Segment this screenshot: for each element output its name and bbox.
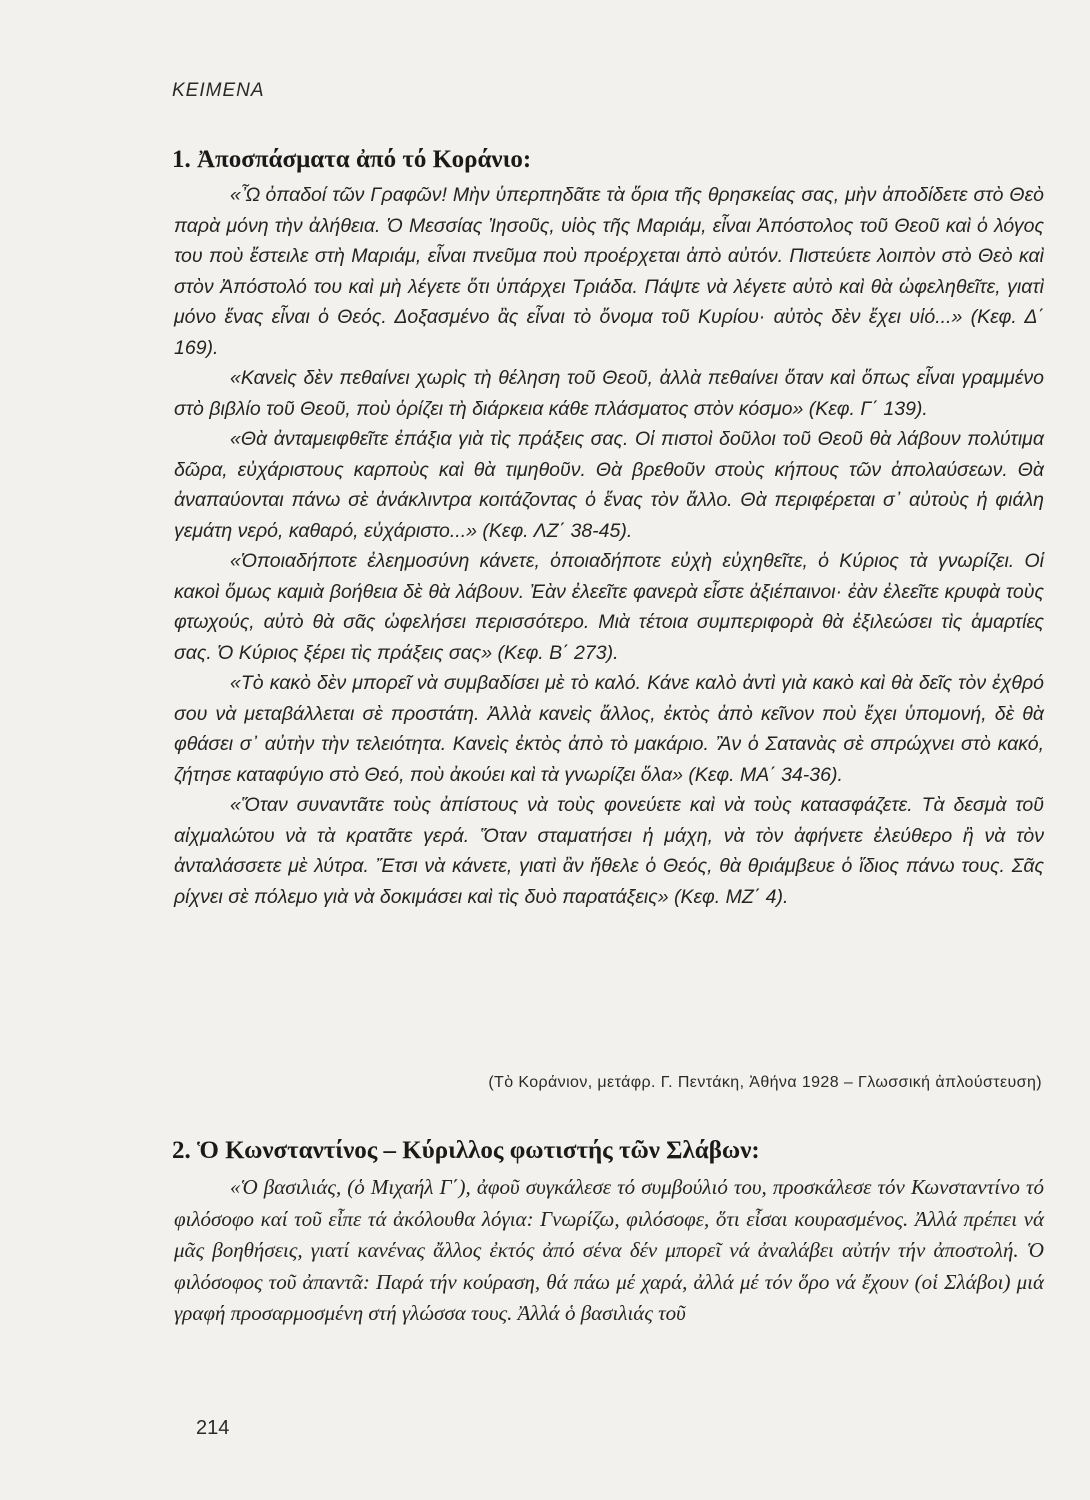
quran-excerpt-5: «Τὸ κακὸ δὲν μπορεῖ νὰ συμβαδίσει μὲ τὸ καλό. Κάνε καλὸ ἀντὶ γιὰ κακὸ καὶ θὰ δεῖς τὸν ἐχθρό σου νὰ μεταβάλλεται σὲ προστάτη. Ἀλλὰ κανεὶς ἄλλος, ἐκτὸς ἀπὸ κεῖνον ποὺ ἔχει ὑπομονή, δὲ θὰ φθάσει σ᾽ αὐτὴν τὴν τελειότητα. Κανεὶς ἐκτὸς ἀπὸ τὸ μακάριο. Ἂν ὁ Σατανὰς σὲ σπρώχνει στὸ κακό, ζήτησε καταφύγιο στὸ Θεό, ποὺ ἀκούει καὶ τὰ γνωρίζει ὅλα» (Κεφ. ΜΑ΄ 34-36). <box>174 672 1044 786</box>
quran-excerpt-4: «Ὁποιαδήποτε ἐλεημοσύνη κάνετε, ὁποιαδήποτε εὐχὴ εὐχηθεῖτε, ὁ Κύριος τὰ γνωρίζει. Οἱ κακοὶ ὅμως καμιὰ βοήθεια δὲ θὰ λάβουν. Ἐὰν ἐλεεῖτε φανερὰ εἶστε ἀξιέπαινοι· ἐὰν ἐλεεῖτε κρυφὰ τοὺς φτωχούς, αὐτὸ θὰ σᾶς ὠφελήσει περισσότερο. Μιὰ τέτοια συμπεριφορὰ θὰ ἐξιλεώσει τὶς ἁμαρτίες σας. Ὁ Κύριος ξέρει τὶς πράξεις σας» (Κεφ. Β΄ 273). <box>174 550 1044 664</box>
section-1-body <box>174 180 1044 912</box>
page-number: 214 <box>196 1417 230 1439</box>
running-header: ΚΕΙΜΕΝΑ <box>172 80 265 101</box>
section-1-heading: 1. Ἀποσπάσματα ἀπό τό Κοράνιο: <box>172 146 532 173</box>
quran-excerpt-6: «Ὅταν συναντᾶτε τοὺς ἀπίστους νὰ τοὺς φονεύετε καὶ νὰ τοὺς κατασφάζετε. Τὰ δεσμὰ τοῦ αἰχμαλώτου νὰ τὰ κρατᾶτε γερά. Ὅταν σταματήσει ἡ μάχη, νὰ τὸν ἀφήνετε ἐλεύθερο ἢ νὰ τὸν ἀνταλάσσετε μὲ λύτρα. Ἔτσι νὰ κάνετε, γιατὶ ἂν ἤθελε ὁ Θεός, θὰ θριάμβευε ὁ ἴδιος πάνω τους. Σᾶς ρίχνει σὲ πόλεμο γιὰ νὰ δοκιμάσει καὶ τὶς δυὸ παρατάξεις» (Κεφ. ΜΖ΄ 4). <box>174 794 1044 908</box>
section-2-heading: 2. Ὁ Κωνσταντίνος – Κύριλλος φωτιστής τῶν Σλάβων: <box>172 1137 760 1164</box>
quran-excerpt-3: «Θὰ ἀνταμειφθεῖτε ἐπάξια γιὰ τὶς πράξεις σας. Οἱ πιστοὶ δοῦλοι τοῦ Θεοῦ θὰ λάβουν πολύτιμα δῶρα, εὐχάριστους καρποὺς καὶ θὰ τιμηθοῦν. Θὰ βρεθοῦν στοὺς κήπους τῶν ἀπολαύσεων. Θὰ ἀναπαύονται πάνω σὲ ἀνάκλιντρα κοιτάζοντας ὁ ἕνας τὸν ἄλλο. Θὰ περιφέρεται σ᾽ αὐτοὺς ἡ φιάλη γεμάτη νερό, καθαρό, εὐχάριστο...» (Κεφ. ΛΖ΄ 38-45). <box>174 428 1044 542</box>
cyril-excerpt: «Ὁ βασιλιάς, (ὁ Μιχαήλ Γ΄), ἀφοῦ συγκάλεσε τό συμβούλιό του, προσκάλεσε τόν Κωνσταντίνο τό φιλόσοφο καί τοῦ εἶπε τά ἀκόλουθα λόγια: Γνωρίζω, φιλόσοφε, ὅτι εἶσαι κουρασμένος. Ἀλλά πρέπει νά μᾶς βοηθήσεις, γιατί κανένας ἄλλος ἐκτός ἀπό σένα δέν μπορεῖ νά ἀναλάβει αὐτήν τήν ἀποστολή. Ὁ φιλόσοφος τοῦ ἀπαντᾶ: Παρά τήν κούραση, θά πάω μέ χαρά, ἀλλά μέ τόν ὅρο νά ἔχουν (οἱ Σλάβοι) μιά γραφή προσαρμοσμένη στή γλώσσα τους. Ἀλλά ὁ βασιλιάς τοῦ <box>174 1175 1044 1325</box>
quran-excerpt-1: «Ὦ ὀπαδοί τῶν Γραφῶν! Μὴν ὑπερπηδᾶτε τὰ ὅρια τῆς θρησκείας σας, μὴν ἀποδίδετε στὸ Θεὸ παρὰ μόνη τὴν ἀλήθεια. Ὁ Μεσσίας Ἰησοῦς, υἱὸς τῆς Μαριάμ, εἶναι Ἀπόστολος τοῦ Θεοῦ καὶ ὁ λόγος του ποὺ ἔστειλε στὴ Μαριάμ, εἶναι πνεῦμα ποὺ προέρχεται ἀπὸ αὐτόν. Πιστεύετε λοιπὸν στὸ Θεὸ καὶ στὸν Ἀπόστολό του καὶ μὴ λέγετε ὅτι ὑπάρχει Τριάδα. Πάψτε νὰ λέγετε αὐτὸ καὶ θὰ ὠφεληθεῖτε, γιατὶ μόνο ἕνας εἶναι ὁ Θεός. Δοξασμένο ἂς εἶναι τὸ ὄνομα τοῦ Κυρίου· αὐτὸς δὲν ἔχει υἱό...» (Κεφ. Δ΄ 169). <box>174 184 1044 359</box>
quran-excerpt-2: «Κανεὶς δὲν πεθαίνει χωρὶς τὴ θέληση τοῦ Θεοῦ, ἀλλὰ πεθαίνει ὅταν καὶ ὅπως εἶναι γραμμένο στὸ βιβλίο τοῦ Θεοῦ, ποὺ ὁρίζει τὴ διάρκεια κάθε πλάσματος στὸν κόσμο» (Κεφ. Γ΄ 139). <box>174 367 1044 420</box>
section-2-body <box>174 1172 1044 1330</box>
source-citation: (Τὸ Κοράνιον, μετάφρ. Γ. Πεντάκη, Ἀθήνα 1928 – Γλωσσική ἀπλούστευση) <box>488 1074 1042 1091</box>
